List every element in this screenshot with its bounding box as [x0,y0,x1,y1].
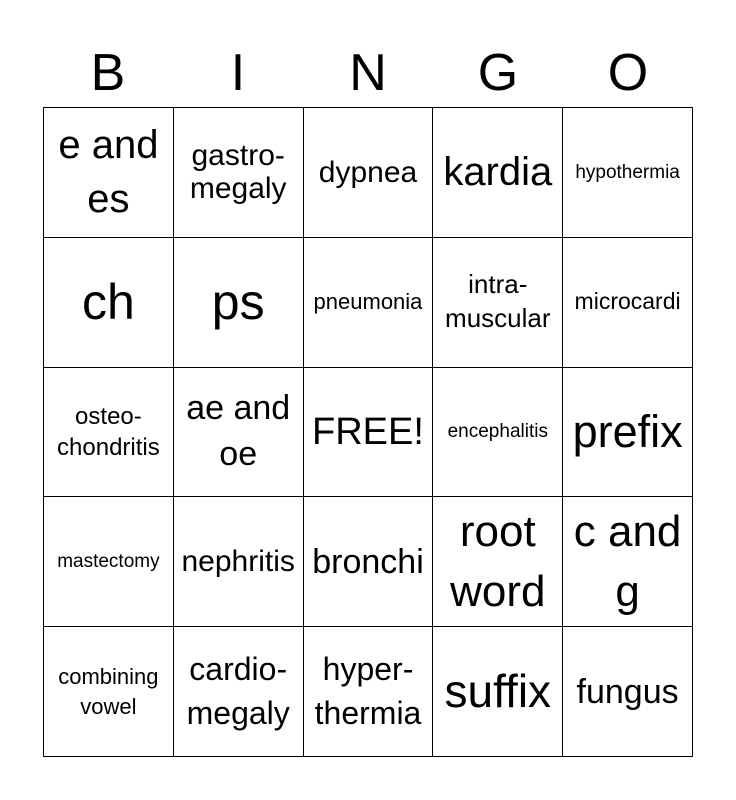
bingo-cell[interactable] [174,238,304,368]
bingo-cell[interactable] [563,368,693,498]
bingo-header [43,38,693,108]
cell-text: intra-muscular [445,269,551,334]
header-letter-o: O [607,44,649,102]
bingo-cell[interactable] [433,238,563,368]
cell-text: root word [450,507,546,616]
cell-text: prefix [572,405,683,457]
bingo-cell[interactable] [44,238,174,368]
bingo-cell[interactable] [433,627,563,757]
bingo-cell[interactable] [174,108,304,238]
cell-text: pneumonia [313,288,423,314]
bingo-cell[interactable] [563,108,693,238]
cell-text: ae and oe [186,389,291,473]
bingo-cell[interactable] [433,368,563,498]
bingo-cell[interactable] [174,627,304,757]
bingo-cell[interactable] [174,497,304,627]
cell-text: nephritis [181,544,295,578]
cell-text: dypnea [318,155,418,189]
bingo-cell[interactable] [174,368,304,498]
cell-text: fungus [576,672,679,711]
cell-text: gastro-megaly [189,138,287,206]
cell-text: suffix [444,664,552,717]
bingo-card [43,107,693,757]
bingo-cell[interactable] [304,108,434,238]
cell-text: hypothermia [575,161,680,183]
bingo-cell[interactable] [304,238,434,368]
cell-text: FREE! [312,410,424,453]
header-letter-n: N [349,44,387,102]
cell-text: encephalitis [447,421,548,443]
cell-text: ps [211,274,265,331]
bingo-cell[interactable] [44,108,174,238]
bingo-cell[interactable] [433,108,563,238]
cell-text: mastectomy [57,551,160,573]
cell-text: ch [81,274,135,331]
bingo-cell[interactable] [304,368,434,498]
cell-text: hyper-thermia [314,651,422,731]
cell-text: c and g [573,507,682,616]
bingo-cell[interactable] [304,497,434,627]
header-letter-g: G [477,44,519,102]
bingo-cell[interactable] [44,627,174,757]
bingo-cell[interactable] [44,497,174,627]
cell-text: bronchi [312,542,424,581]
cell-text: combining vowel [58,663,159,719]
cell-text: cardio-megaly [186,651,290,731]
bingo-cell[interactable] [433,497,563,627]
header-letter-i: I [230,44,246,102]
cell-text: osteo-chondritis [57,402,160,461]
bingo-cell[interactable] [44,368,174,498]
cell-text: e and es [58,123,159,222]
bingo-cell[interactable] [563,627,693,757]
cell-text: kardia [443,150,553,194]
bingo-cell[interactable] [304,627,434,757]
cell-text: microcardi [574,288,681,315]
header-letter-b: B [90,44,126,102]
bingo-cell[interactable] [563,238,693,368]
bingo-cell[interactable] [563,497,693,627]
